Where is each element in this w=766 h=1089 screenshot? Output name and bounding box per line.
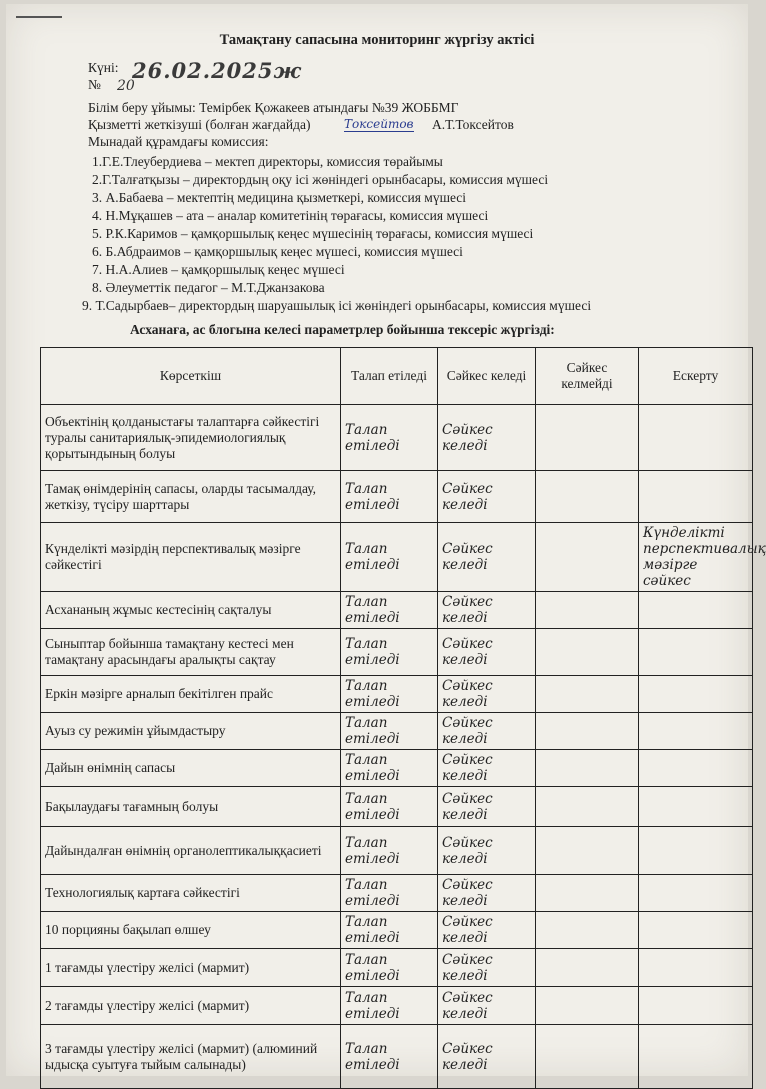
indicator-cell: Объектінің қолданыстағы талаптарға сәйкестігі туралы санитариялық-эпидемиологиялық қорытындының болуы [41, 405, 341, 471]
required-cell: Талап етіледі [341, 592, 438, 629]
match-cell: Сәйкес келеді [438, 713, 536, 750]
indicator-cell: 2 тағамды үлестіру желісі (мармит) [41, 987, 341, 1025]
match-cell: Сәйкес келеді [438, 787, 536, 827]
note-cell [639, 750, 753, 787]
commission-member: 2.Г.Талғатқызы – директордың оқу ісі жөніндегі орынбасары, комиссия мүшесі [92, 172, 549, 187]
table-row [41, 949, 753, 987]
note-cell [639, 1025, 753, 1089]
no-match-cell [536, 875, 639, 912]
date-label: Күні: [88, 60, 119, 75]
inspection-table [40, 347, 766, 1089]
match-cell: Сәйкес келеді [438, 405, 536, 471]
match-cell: Сәйкес келеді [438, 523, 536, 592]
no-match-cell [536, 949, 639, 987]
organization-line: Білім беру ұйымы: Темірбек Қожакеев атындағы №39 ЖОББМГ [88, 100, 459, 115]
note-cell [639, 787, 753, 827]
no-match-cell [536, 676, 639, 713]
no-match-cell [536, 592, 639, 629]
table-row [41, 471, 753, 523]
table-row [41, 787, 753, 827]
note-cell [639, 713, 753, 750]
required-cell: Талап етіледі [341, 787, 438, 827]
document-title: Тамақтану сапасына мониторинг жүргізу актісі [219, 32, 535, 48]
match-cell: Сәйкес келеді [438, 471, 536, 523]
note-cell [639, 676, 753, 713]
match-cell: Сәйкес келеді [438, 912, 536, 949]
required-cell: Талап етіледі [341, 629, 438, 676]
indicator-cell: Ауыз су режимін ұйымдастыру [41, 713, 341, 750]
required-cell: Талап етіледі [341, 523, 438, 592]
indicator-cell: Бақылаудағы тағамның болуы [41, 787, 341, 827]
required-cell: Талап етіледі [341, 912, 438, 949]
indicator-cell: Дайындалған өнімнің органолептикалыққасиеті [41, 827, 341, 875]
number-label: № [88, 77, 101, 92]
table-row [41, 405, 753, 471]
match-cell: Сәйкес келеді [438, 827, 536, 875]
indicator-cell: Сыныптар бойынша тамақтану кестесі мен тамақтану арасындағы аралықты сақтау [41, 629, 341, 676]
note-cell [639, 827, 753, 875]
no-match-cell [536, 1025, 639, 1089]
header-note: Ескерту [639, 348, 753, 405]
commission-member: 8. Әлеуметтік педагог – М.Т.Джанзакова [92, 280, 325, 295]
commission-member: 5. Р.К.Каримов – қамқоршылық кеңес мүшесінің төрағасы, комиссия мүшесі [92, 226, 534, 241]
no-match-cell [536, 523, 639, 592]
note-cell [639, 875, 753, 912]
commission-member: 3. А.Бабаева – мектептің медицина қызметкері, комиссия мүшесі [92, 190, 467, 205]
indicator-cell: Технологиялық картаға сәйкестігі [41, 875, 341, 912]
table-row [41, 912, 753, 949]
note-cell [639, 949, 753, 987]
no-match-cell [536, 405, 639, 471]
table-row [41, 676, 753, 713]
required-cell: Талап етіледі [341, 405, 438, 471]
match-cell: Сәйкес келеді [438, 1025, 536, 1089]
required-cell: Талап етіледі [341, 471, 438, 523]
required-cell: Талап етіледі [341, 750, 438, 787]
no-match-cell [536, 912, 639, 949]
indicator-cell: 10 порцияны бақылап өлшеу [41, 912, 341, 949]
table-header-row [41, 348, 753, 405]
header-required: Талап етіледі [341, 348, 438, 405]
date-value: 26.02.2025ж [132, 58, 302, 83]
note-cell [639, 629, 753, 676]
commission-member: 9. Т.Садырбаев– директордың шаруашылық ісі жөніндегі орынбасары, комиссия мүшесі [82, 298, 592, 313]
inspection-subtitle: Асханаға, ас блогына келесі параметрлер бойынша тексеріс жүргізді: [130, 322, 555, 337]
supplier-name: А.Т.Токсейтов [432, 117, 514, 132]
no-match-cell [536, 987, 639, 1025]
match-cell: Сәйкес келеді [438, 875, 536, 912]
no-match-cell [536, 750, 639, 787]
header-indicator: Көрсеткіш [41, 348, 341, 405]
table-row [41, 827, 753, 875]
match-cell: Сәйкес келеді [438, 987, 536, 1025]
required-cell: Талап етіледі [341, 1025, 438, 1089]
table-row [41, 592, 753, 629]
document-page [6, 4, 766, 1076]
no-match-cell [536, 713, 639, 750]
required-cell: Талап етіледі [341, 875, 438, 912]
match-cell: Сәйкес келеді [438, 629, 536, 676]
supplier-label: Қызметті жеткізуші (болған жағдайда) [88, 117, 311, 132]
note-cell [639, 592, 753, 629]
table-row [41, 875, 753, 912]
required-cell: Талап етіледі [341, 827, 438, 875]
note-cell [639, 912, 753, 949]
commission-member: 6. Б.Абдраимов – қамқоршылық кеңес мүшесі, комиссия мүшесі [92, 244, 463, 259]
table-row [41, 713, 753, 750]
supplier-signature: Токсейтов [344, 117, 414, 131]
no-match-cell [536, 471, 639, 523]
commission-intro: Мынадай құрамдағы комиссия: [88, 134, 269, 149]
commission-member: 4. Н.Мұқашев – ата – аналар комитетінің төрағасы, комиссия мүшесі [92, 208, 489, 223]
commission-member: 7. Н.А.Алиев – қамқоршылық кеңес мүшесі [92, 262, 345, 277]
number-value: 20 [117, 78, 135, 94]
table-row [41, 629, 753, 676]
indicator-cell: Еркін мәзірге арналып бекітілген прайс [41, 676, 341, 713]
note-cell [639, 471, 753, 523]
indicator-cell: Тамақ өнімдерінің сапасы, оларды тасымалдау, жеткізу, түсіру шарттары [41, 471, 341, 523]
indicator-cell: 3 тағамды үлестіру желісі (мармит) (алюминий ыдысқа суытуға тыйым салынады) [41, 1025, 341, 1089]
corner-mark [16, 16, 62, 18]
no-match-cell [536, 787, 639, 827]
commission-member: 1.Г.Е.Тлеубердиева – мектеп директоры, комиссия төрайымы [92, 154, 443, 169]
match-cell: Сәйкес келеді [438, 750, 536, 787]
no-match-cell [536, 629, 639, 676]
note-cell [639, 987, 753, 1025]
note-cell [639, 405, 753, 471]
indicator-cell: Дайын өнімнің сапасы [41, 750, 341, 787]
no-match-cell [536, 827, 639, 875]
note-cell: Күнделікті перспективалық мәзірге сәйкес [639, 523, 753, 592]
required-cell: Талап етіледі [341, 676, 438, 713]
required-cell: Талап етіледі [341, 949, 438, 987]
table-row [41, 750, 753, 787]
indicator-cell: Асхананың жұмыс кестесінің сақталуы [41, 592, 341, 629]
match-cell: Сәйкес келеді [438, 592, 536, 629]
table-row [41, 523, 753, 592]
match-cell: Сәйкес келеді [438, 676, 536, 713]
table-row [41, 1025, 753, 1089]
indicator-cell: Күнделікті мәзірдің перспективалық мәзірге сәйкестігі [41, 523, 341, 592]
header-match: Сәйкес келеді [438, 348, 536, 405]
match-cell: Сәйкес келеді [438, 949, 536, 987]
indicator-cell: 1 тағамды үлестіру желісі (мармит) [41, 949, 341, 987]
required-cell: Талап етіледі [341, 987, 438, 1025]
required-cell: Талап етіледі [341, 713, 438, 750]
header-no-match: Сәйкес келмейді [536, 348, 639, 405]
table-row [41, 987, 753, 1025]
